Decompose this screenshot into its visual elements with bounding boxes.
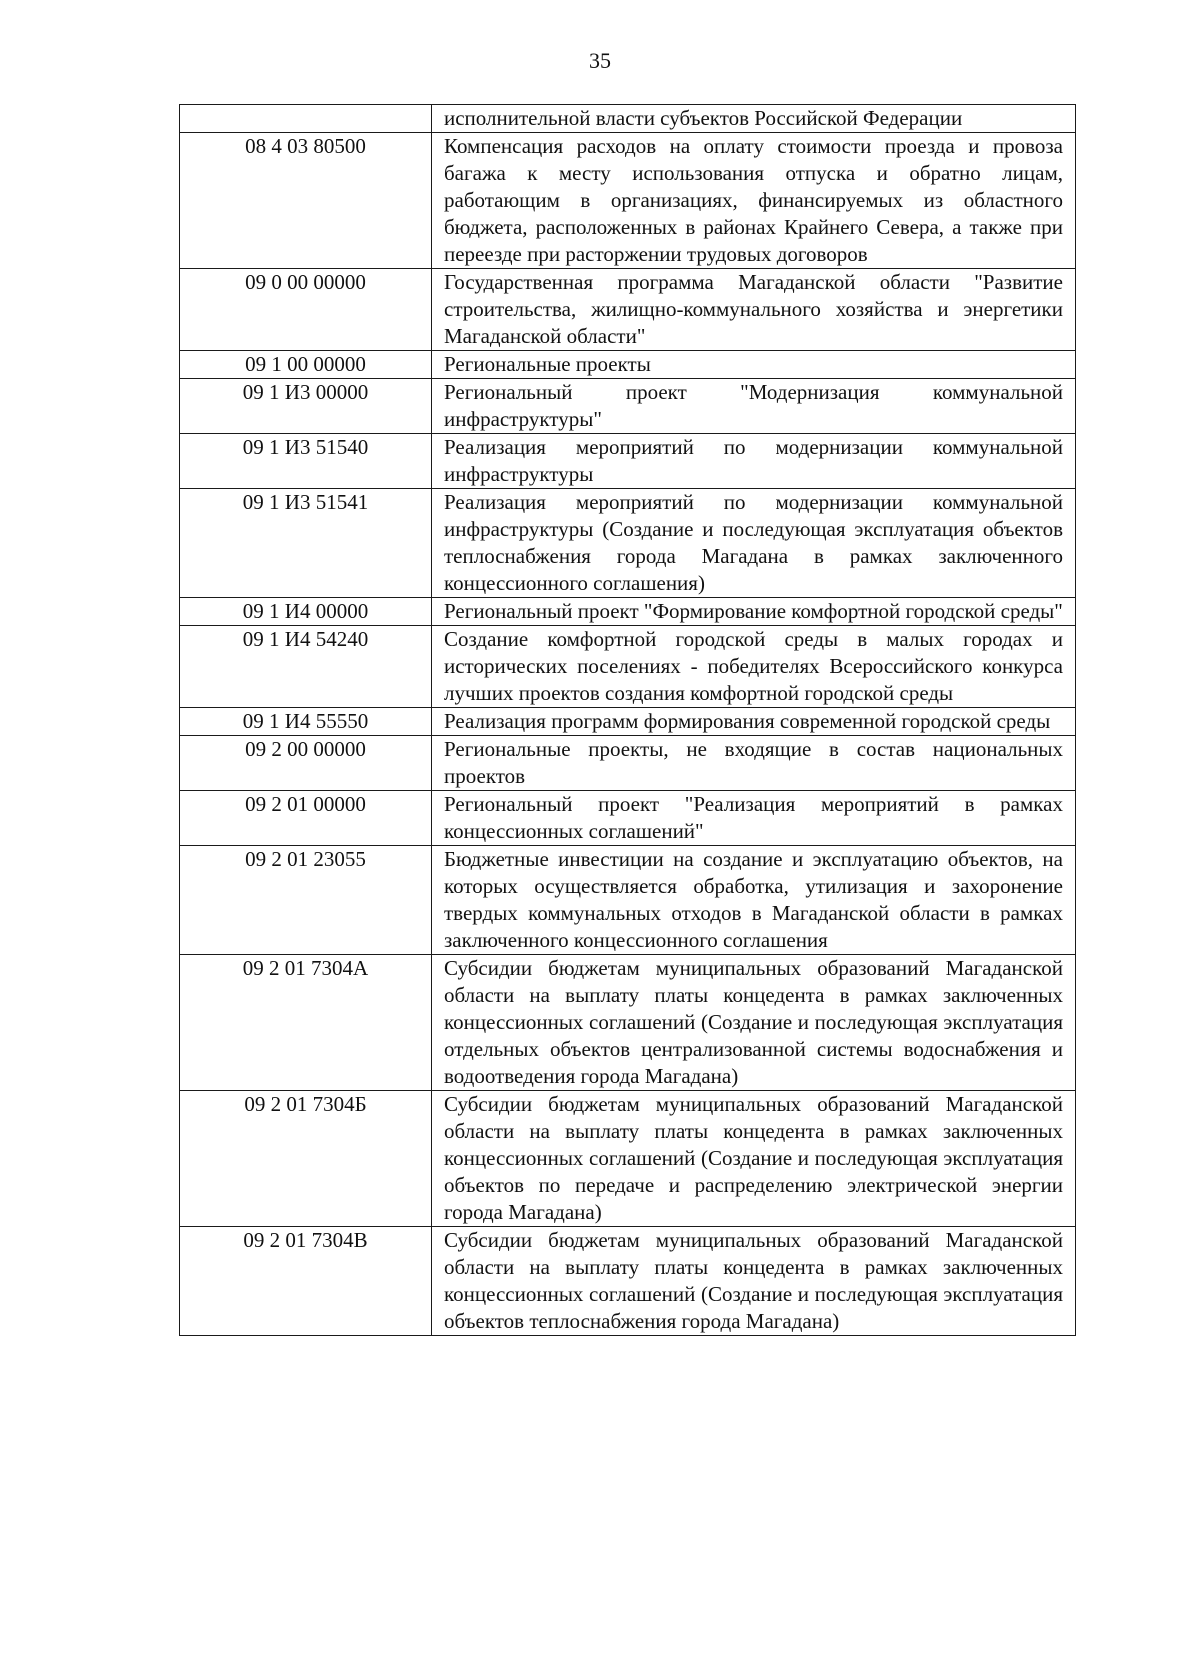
code-cell: 09 2 01 00000 bbox=[180, 791, 432, 846]
table-row bbox=[180, 351, 1076, 379]
table-row bbox=[180, 736, 1076, 791]
name-cell: Региональные проекты, не входящие в состав национальных проектов bbox=[432, 736, 1076, 791]
code-cell: 08 4 03 80500 bbox=[180, 133, 432, 269]
name-cell: Субсидии бюджетам муниципальных образований Магаданской области на выплату платы концедента в рамках заключенных концессионных соглашений (Создание и последующая эксплуатация объектов теплоснабжения города Магадана) bbox=[432, 1227, 1076, 1336]
table-row bbox=[180, 955, 1076, 1091]
code-cell: 09 1 И3 51540 bbox=[180, 434, 432, 489]
name-cell: Региональный проект "Реализация мероприятий в рамках концессионных соглашений" bbox=[432, 791, 1076, 846]
budget-codes-table bbox=[179, 104, 1076, 1336]
code-cell: 09 0 00 00000 bbox=[180, 269, 432, 351]
name-cell: Компенсация расходов на оплату стоимости проезда и провоза багажа к месту использования отпуска и обратно лицам, работающим в организациях, финансируемых из областного бюджета, расположенных в районах Крайнего Севера, а также при переезде при расторжении трудовых договоров bbox=[432, 133, 1076, 269]
table-row bbox=[180, 269, 1076, 351]
name-cell: Реализация программ формирования современной городской среды bbox=[432, 708, 1076, 736]
name-cell: Реализация мероприятий по модернизации коммунальной инфраструктуры bbox=[432, 434, 1076, 489]
table-row bbox=[180, 379, 1076, 434]
name-cell: Бюджетные инвестиции на создание и эксплуатацию объектов, на которых осуществляется обработка, утилизация и захоронение твердых коммунальных отходов в Магаданской области в рамках заключенного концессионного соглашения bbox=[432, 846, 1076, 955]
name-cell: Субсидии бюджетам муниципальных образований Магаданской области на выплату платы концедента в рамках заключенных концессионных соглашений (Создание и последующая эксплуатация отдельных объектов централизованной системы водоснабжения и водоотведения города Магадана) bbox=[432, 955, 1076, 1091]
table-row bbox=[180, 708, 1076, 736]
table-row bbox=[180, 1091, 1076, 1227]
name-cell: Региональные проекты bbox=[432, 351, 1076, 379]
code-cell: 09 1 И4 54240 bbox=[180, 626, 432, 708]
table-row bbox=[180, 598, 1076, 626]
table-row bbox=[180, 791, 1076, 846]
code-cell: 09 2 01 23055 bbox=[180, 846, 432, 955]
code-cell: 09 2 01 7304А bbox=[180, 955, 432, 1091]
code-cell: 09 1 И3 00000 bbox=[180, 379, 432, 434]
name-cell: Субсидии бюджетам муниципальных образований Магаданской области на выплату платы концедента в рамках заключенных концессионных соглашений (Создание и последующая эксплуатация объектов по передаче и распределению электрической энергии города Магадана) bbox=[432, 1091, 1076, 1227]
name-cell: Создание комфортной городской среды в малых городах и исторических поселениях - победителях Всероссийского конкурса лучших проектов создания комфортной городской среды bbox=[432, 626, 1076, 708]
table-row bbox=[180, 489, 1076, 598]
code-cell: 09 1 00 00000 bbox=[180, 351, 432, 379]
name-cell: Региональный проект "Формирование комфортной городской среды" bbox=[432, 598, 1076, 626]
code-cell: 09 1 И4 55550 bbox=[180, 708, 432, 736]
table-row bbox=[180, 434, 1076, 489]
name-cell: Государственная программа Магаданской области "Развитие строительства, жилищно-коммунального хозяйства и энергетики Магаданской области" bbox=[432, 269, 1076, 351]
table-row bbox=[180, 105, 1076, 133]
code-cell bbox=[180, 105, 432, 133]
code-cell: 09 2 01 7304Б bbox=[180, 1091, 432, 1227]
code-cell: 09 2 00 00000 bbox=[180, 736, 432, 791]
name-cell: исполнительной власти субъектов Российской Федерации bbox=[432, 105, 1076, 133]
code-cell: 09 1 И4 00000 bbox=[180, 598, 432, 626]
page-number: 35 bbox=[589, 48, 611, 73]
table-body bbox=[180, 105, 1076, 1336]
table-row bbox=[180, 846, 1076, 955]
table-row bbox=[180, 626, 1076, 708]
code-cell: 09 1 И3 51541 bbox=[180, 489, 432, 598]
table-row bbox=[180, 1227, 1076, 1336]
table-row bbox=[180, 133, 1076, 269]
code-cell: 09 2 01 7304В bbox=[180, 1227, 432, 1336]
name-cell: Реализация мероприятий по модернизации коммунальной инфраструктуры (Создание и последующая эксплуатация объектов теплоснабжения города Магадана в рамках заключенного концессионного соглашения) bbox=[432, 489, 1076, 598]
name-cell: Региональный проект "Модернизация коммунальной инфраструктуры" bbox=[432, 379, 1076, 434]
